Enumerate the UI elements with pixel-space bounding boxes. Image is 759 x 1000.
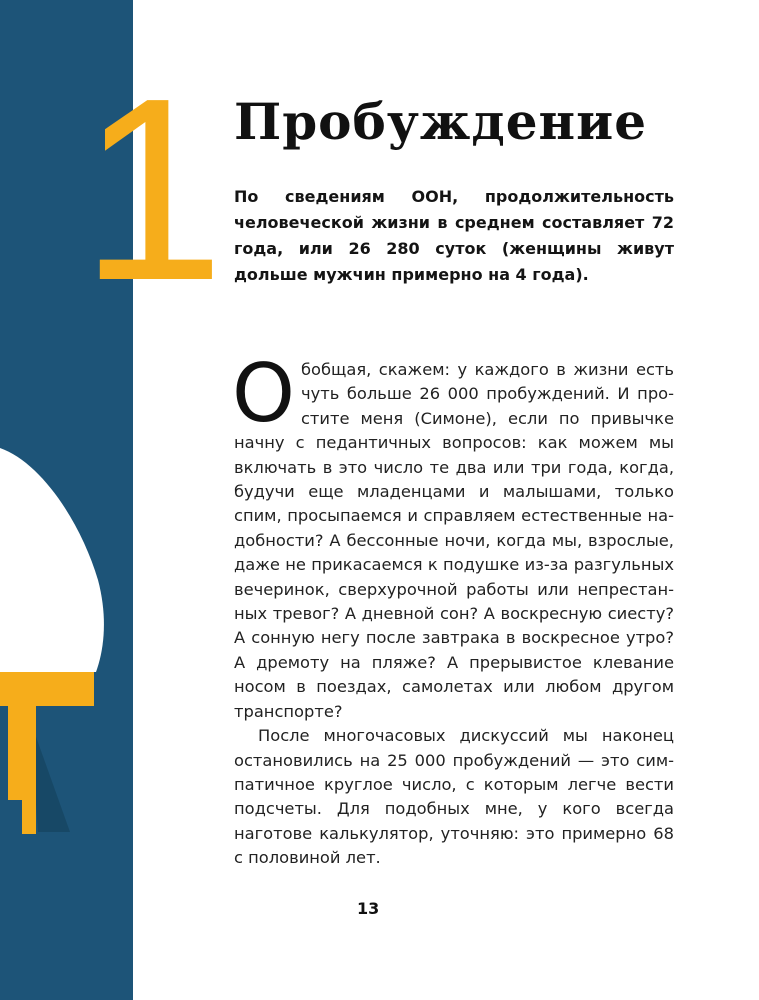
chair-seat: [0, 668, 94, 706]
chapter-title: Пробуждение: [234, 92, 648, 151]
paragraph-2: После многочасовых дискуссий мы наконец остановились на 25 000 пробуждений — это симпатичное круглое число, с которым легче вести подсчеты. Для подобных мне, у кого всегда наготове калькулятор, уточняю: это примерно 68 с половиной лет.: [234, 726, 674, 868]
chapter-number: 1: [80, 45, 221, 335]
page-number: 13: [357, 899, 380, 918]
white-cloth: [0, 448, 104, 672]
drop-cap: О: [232, 347, 295, 440]
paragraph-1: [232, 347, 674, 724]
body-text: [232, 347, 674, 871]
paragraph-1-text: бобщая, скажем: у каждого в жизни есть чуть больше 26 000 пробуждений. И простите меня (Симоне), если по привычке начну с педантичных вопросов: как можем мы включать в это число те два или три года, когда, будучи еще младенцами и малышами, только спим, просыпаемся и справляем естественные надобности? А бессонные ночи, когда мы, взрослые, даже не прикасаемся к подушке из-за разгульных вечеринок, сверхурочной работы или непрестанных тревог? А дневной сон? А воскресную сиесту? А сонную негу после завтрака в воскресное утро? А дремоту на пляже? А прерывистое клевание носом в поездах, самолетах или любом другом транспорте?: [234, 360, 674, 721]
lead-paragraph: По сведениям ООН, продолжительность человеческой жизни в среднем составляет 72 года, или 26 280 суток (женщины живут дольше мужчин примерно на 4 года).: [234, 187, 674, 284]
